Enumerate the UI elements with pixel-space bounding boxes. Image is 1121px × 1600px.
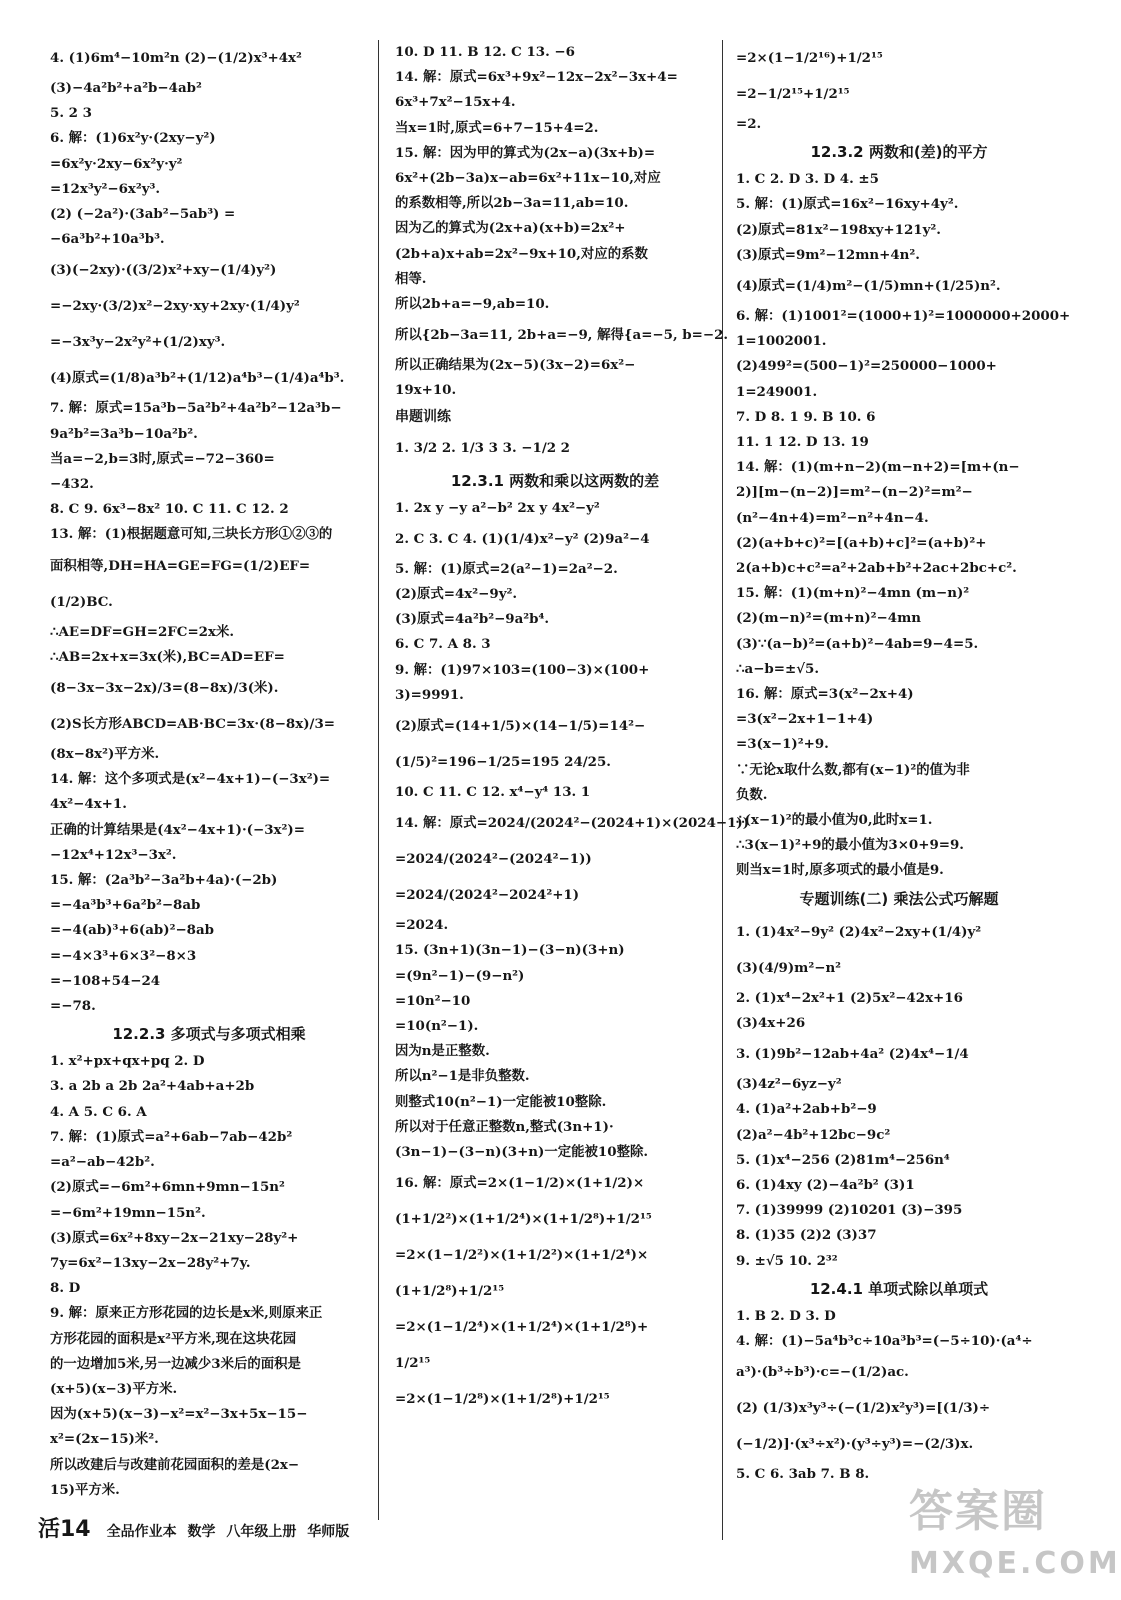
watermark-url: MXQE.COM xyxy=(909,1546,1121,1581)
answer-line: 1. C 2. D 3. D 4. ±5 xyxy=(736,171,879,188)
answer-line: 4x²−4x+1. xyxy=(50,796,127,813)
answer-line: 1. B 2. D 3. D xyxy=(736,1307,836,1324)
answer-line: 1. (1)4x²−9y² (2)4x²−2xy+(1/4)y² xyxy=(736,923,982,940)
answer-line: =12x³y²−6x²y³. xyxy=(50,180,161,197)
answer-line: 16. 解：原式=2×(1−1/2)×(1+1/2)× xyxy=(395,1175,645,1192)
answer-line: (3)4z²−6yz−y² xyxy=(736,1076,842,1093)
answer-line: 5. (1)x⁴−256 (2)81m⁴−256n⁴ xyxy=(736,1151,950,1168)
answer-line: 16. 解：原式=3(x²−2x+4) xyxy=(736,686,914,703)
answer-line: 3. (1)9b²−12ab+4a² (2)4x⁴−1/4 xyxy=(736,1046,969,1063)
answer-line: =−78. xyxy=(50,998,96,1015)
answer-line: 2. C 3. C 4. (1)(1/4)x²−y² (2)9a²−4 xyxy=(395,530,650,547)
answer-line: ∴AB=2x+x=3x(米),BC=AD=EF= xyxy=(50,648,285,665)
answer-line: =−6m²+19mn−15n². xyxy=(50,1204,206,1221)
answer-line: 正确的计算结果是(4x²−4x+1)·(−3x²)= xyxy=(50,821,305,838)
answer-line: 15)平方米. xyxy=(50,1481,120,1498)
answer-line: 当a=−2,b=3时,原式=−72−360= xyxy=(50,450,275,467)
answer-line: (4)原式=(1/4)m²−(1/5)mn+(1/25)n². xyxy=(736,278,1001,295)
answer-line: 相等. xyxy=(395,270,427,287)
answer-line: 15. 解：因为甲的算式为(2x−a)(3x+b)= xyxy=(395,144,656,161)
answer-line: 则整式10(n²−1)一定能被10整除. xyxy=(395,1093,607,1110)
answer-line: =−4(ab)³+6(ab)²−8ab xyxy=(50,922,215,939)
answer-line: 15. 解：(2a³b²−3a²b+4a)·(−2b) xyxy=(50,872,278,889)
answer-line: 所以2b+a=−9,ab=10. xyxy=(395,296,550,313)
answer-line: 的系数相等,所以2b−3a=11,ab=10. xyxy=(395,195,629,212)
answer-line: 2. (1)x⁴−2x²+1 (2)5x²−42x+16 xyxy=(736,989,963,1006)
answer-line: 所以正确结果为(2x−5)(3x−2)=6x²− xyxy=(395,357,636,374)
answer-line: 4. 解：(1)−5a⁴b³c÷10a³b³=(−5÷10)·(a⁴÷ xyxy=(736,1332,1033,1349)
answer-line: =3(x²−2x+1−1+4) xyxy=(736,711,874,728)
answer-line: 6x²+(2b−3a)x−ab=6x²+11x−10,对应 xyxy=(395,170,661,187)
answer-line: 15. (3n+1)(3n−1)−(3−n)(3+n) xyxy=(395,942,625,959)
answer-line: 10. D 11. B 12. C 13. −6 xyxy=(395,44,575,60)
answer-line: 所以对于任意正整数n,整式(3n+1)· xyxy=(395,1118,614,1135)
answer-line: (1+1/2²)×(1+1/2⁴)×(1+1/2⁸)+1/2¹⁵ xyxy=(395,1211,652,1228)
answer-line: (3)∵(a−b)²=(a+b)²−4ab=9−4=5. xyxy=(736,635,979,652)
answer-line: =−4a³b³+6a²b²−8ab xyxy=(50,897,201,914)
answer-line: (−1/2)]·(x³÷x²)·(y³÷y³)=−(2/3)x. xyxy=(736,1436,974,1453)
answer-line: =−2xy·(3/2)x²−2xy·xy+2xy·(1/4)y² xyxy=(50,298,300,315)
answer-line: 2)][m−(n−2)]=m²−(n−2)²=m²− xyxy=(736,484,973,501)
answer-line: 当x=1时,原式=6+7−15+4=2. xyxy=(395,119,599,136)
answer-line: =2×(1−1/2⁸)×(1+1/2⁸)+1/2¹⁵ xyxy=(395,1391,610,1408)
answer-line: 9. ±√5 10. 2³² xyxy=(736,1252,838,1269)
answer-line: 则当x=1时,原多项式的最小值是9. xyxy=(736,862,944,879)
answer-line: 10. C 11. C 12. x⁴−y⁴ 13. 1 xyxy=(395,784,591,801)
answer-line: −432. xyxy=(50,476,94,493)
answer-line: =−3x³y−2x²y²+(1/2)xy³. xyxy=(50,334,226,351)
answer-line: 负数. xyxy=(736,786,768,803)
answer-line: 1. 2x y −y a²−b² 2x y 4x²−y² xyxy=(395,499,600,516)
answer-line: a³)·(b³÷b³)·c=−(1/2)ac. xyxy=(736,1364,909,1381)
section-heading: 专题训练(二) 乘法公式巧解题 xyxy=(799,889,999,908)
answer-line: =2×(1−1/2¹⁶)+1/2¹⁵ xyxy=(736,50,883,66)
answer-line: 14. 解：原式=6x³+9x²−12x−2x²−3x+4= xyxy=(395,69,678,86)
answer-line: =a²−ab−42b². xyxy=(50,1154,155,1171)
answer-line: 5. 解：(1)原式=16x²−16xy+4y². xyxy=(736,196,959,213)
answer-line: −6a³b²+10a³b³. xyxy=(50,231,165,248)
answer-line: (1/2)BC. xyxy=(50,593,113,610)
watermark-logo xyxy=(895,1482,1121,1594)
answer-line: 方形花园的面积是x²平方米,现在这块花园 xyxy=(50,1330,297,1347)
answer-line: 6x³+7x²−15x+4. xyxy=(395,94,516,111)
answer-line: 3)=9991. xyxy=(395,686,464,703)
answer-line: (2)原式=4x²−9y². xyxy=(395,586,517,603)
answer-line: 4. (1)a²+2ab+b²−9 xyxy=(736,1101,877,1118)
answer-line: 8. C 9. 6x³−8x² 10. C 11. C 12. 2 xyxy=(50,501,289,518)
answer-line: (8x−8x²)平方米. xyxy=(50,746,160,763)
answer-line: =3(x−1)²+9. xyxy=(736,736,829,753)
answer-line: 6. (1)4xy (2)−4a²b² (3)1 xyxy=(736,1176,915,1193)
answer-line: (n²−4n+4)=m²−n²+4n−4. xyxy=(736,509,929,526)
answer-line: =(9n²−1)−(9−n²) xyxy=(395,967,525,984)
answer-line: 因为(x+5)(x−3)−x²=x²−3x+5x−15− xyxy=(50,1406,308,1423)
answer-line: 1=1002001. xyxy=(736,333,827,350)
answer-line: (2)(m−n)²=(m+n)²−4mn xyxy=(736,610,921,627)
answer-line: (2) (1/3)x³y³÷(−(1/2)x²y³)=[(1/3)÷ xyxy=(736,1400,991,1417)
answer-line: (2)原式=(14+1/5)×(14−1/5)=14²− xyxy=(395,718,646,735)
answer-line: 9a²b²=3a³b−10a²b². xyxy=(50,425,198,442)
watermark-text: 答案圈 xyxy=(909,1486,1047,1537)
answer-line: (3)−4a²b²+a²b−4ab² xyxy=(50,80,202,96)
answer-line: =2024/(2024²−(2024²−1)) xyxy=(395,851,592,868)
answer-line: ∴3(x−1)²+9的最小值为3×0+9=9. xyxy=(736,837,964,854)
answer-line: (2) (−2a²)·(3ab²−5ab³) = xyxy=(50,206,236,223)
answer-column-right xyxy=(736,40,1071,1487)
answer-line: 15. 解：(1)(m+n)²−4mn (m−n)² xyxy=(736,585,970,602)
answer-line: (x+5)(x−3)平方米. xyxy=(50,1380,178,1397)
answer-line: 5. 解：(1)原式=2(a²−1)=2a²−2. xyxy=(395,560,618,577)
answer-line: 4. (1)6m⁴−10m²n (2)−(1/2)x³+4x² xyxy=(50,50,302,66)
answer-line: 2(a+b)c+c²=a²+2ab+b²+2ac+2bc+c². xyxy=(736,560,1017,577)
answer-line: (1/5)²=196−1/25=195 24/25. xyxy=(395,754,611,771)
answer-line: 1/2¹⁵ xyxy=(395,1355,431,1372)
column-divider xyxy=(378,40,379,1520)
answer-line: (2)(a+b+c)²=[(a+b)+c]²=(a+b)²+ xyxy=(736,534,987,551)
answer-line: =6x²y·2xy−6x²y·y² xyxy=(50,155,183,172)
answer-line: (8−3x−3x−2x)/3=(8−8x)/3(米). xyxy=(50,680,279,697)
section-heading: 12.3.1 两数和乘以这两数的差 xyxy=(450,471,660,490)
answer-line: 14. 解：(1)(m+n−2)(m−n+2)=[m+(n− xyxy=(736,459,1020,476)
answer-line: =2024/(2024²−2024²+1) xyxy=(395,887,580,904)
answer-line: =10(n²−1). xyxy=(395,1018,479,1035)
answer-line: =2×(1−1/2²)×(1+1/2²)×(1+1/2⁴)× xyxy=(395,1247,649,1264)
answer-line: 7. D 8. 1 9. B 10. 6 xyxy=(736,408,876,425)
answer-line: 5. 2 3 xyxy=(50,105,92,122)
answer-line: =2×(1−1/2⁴)×(1+1/2⁴)×(1+1/2⁸)+ xyxy=(395,1319,649,1336)
answer-line: 9. 解：(1)97×103=(100−3)×(100+ xyxy=(395,661,650,678)
answer-line: (2)原式=81x²−198xy+121y². xyxy=(736,221,941,238)
answer-line: (2)S长方形ABCD=AB·BC=3x·(8−8x)/3= xyxy=(50,716,335,733)
answer-line: 19x+10. xyxy=(395,382,457,399)
subsection-heading: 串题训练 xyxy=(395,408,451,425)
answer-line: =−4×3³+6×3²−8×3 xyxy=(50,947,197,964)
answer-line: 6. 解：(1)1001²=(1000+1)²=1000000+2000+ xyxy=(736,308,1071,325)
answer-line: (2)a²−4b²+12bc−9c² xyxy=(736,1126,891,1143)
answer-line: 所以改建后与改建前花园面积的差是(2x− xyxy=(50,1456,300,1473)
answer-line: 11. 1 12. D 13. 19 xyxy=(736,434,869,451)
answer-line: 8. (1)35 (2)2 (3)37 xyxy=(736,1227,877,1244)
page-number: 活14 xyxy=(38,1517,91,1542)
answer-line: 7. 解：(1)原式=a²+6ab−7ab−42b² xyxy=(50,1128,293,1145)
answer-line: =2024. xyxy=(395,917,449,934)
answer-line: =10n²−10 xyxy=(395,992,471,1009)
answer-line: ∴a−b=±√5. xyxy=(736,660,819,677)
section-heading: 12.3.2 两数和(差)的平方 xyxy=(810,143,988,162)
column-divider xyxy=(722,40,723,1540)
answer-line: 4. A 5. C 6. A xyxy=(50,1103,147,1120)
answer-line: =−108+54−24 xyxy=(50,972,161,989)
answer-line: 13. 解：(1)根据题意可知,三块长方形①②③的 xyxy=(50,526,333,543)
answer-line: 7. (1)39999 (2)10201 (3)−395 xyxy=(736,1202,963,1219)
answer-line: 1=249001. xyxy=(736,383,818,400)
answer-line: (3)(4/9)m²−n² xyxy=(736,959,842,976)
answer-line: (4)原式=(1/8)a³b²+(1/12)a⁴b³−(1/4)a⁴b³. xyxy=(50,370,345,387)
answer-line: 6. C 7. A 8. 3 xyxy=(395,636,491,653)
answer-line: ∴AE=DF=GH=2FC=2x米. xyxy=(50,623,235,640)
answer-line: x²=(2x−15)米². xyxy=(50,1431,159,1448)
answer-line: 面积相等,DH=HA=GE=FG=(1/2)EF= xyxy=(50,557,311,574)
book-title: 全品作业本 数学 八年级上册 华师版 xyxy=(106,1524,350,1540)
answer-line: (3)(−2xy)·((3/2)x²+xy−(1/4)y²) xyxy=(50,262,277,279)
answer-line: 因为n是正整数. xyxy=(395,1043,490,1060)
answer-line: =2−1/2¹⁵+1/2¹⁵ xyxy=(736,86,850,102)
answer-line: (3n−1)−(3−n)(3+n)一定能被10整除. xyxy=(395,1144,649,1161)
answer-line: (3)原式=9m²−12mn+4n². xyxy=(736,246,920,263)
answer-line: ∴(x−1)²的最小值为0,此时x=1. xyxy=(736,812,933,829)
answer-column-left xyxy=(50,40,368,1503)
answer-line: 14. 解：这个多项式是(x²−4x+1)−(−3x²)= xyxy=(50,771,331,788)
answer-line: =2. xyxy=(736,116,762,132)
answer-line: 8. D xyxy=(50,1280,81,1297)
answer-line: 的一边增加5米,另一边减少3米后的面积是 xyxy=(50,1355,301,1372)
answer-line: (2)原式=−6m²+6mn+9mn−15n² xyxy=(50,1179,285,1196)
answer-line: 因为乙的算式为(2x+a)(x+b)=2x²+ xyxy=(395,220,626,237)
answer-line: 6. 解：(1)6x²y·(2xy−y²) xyxy=(50,130,216,147)
answer-line: (3)原式=4a²b²−9a²b⁴. xyxy=(395,611,550,628)
answer-line: (2b+a)x+ab=2x²−9x+10,对应的系数 xyxy=(395,245,648,262)
answer-line: (1+1/2⁸)+1/2¹⁵ xyxy=(395,1283,505,1300)
answer-line: (3)原式=6x²+8xy−2x−21xy−28y²+ xyxy=(50,1229,299,1246)
answer-line: 所以{2b−3a=11, 2b+a=−9, 解得{a=−5, b=−2. xyxy=(395,327,729,344)
section-heading: 12.4.1 单项式除以单项式 xyxy=(809,1279,989,1298)
answer-line: 9. 解：原来正方形花园的边长是x米,则原来正 xyxy=(50,1305,323,1322)
answer-line: 1. x²+px+qx+pq 2. D xyxy=(50,1053,205,1070)
answer-line: 3. a 2b a 2b 2a²+4ab+a+2b xyxy=(50,1078,255,1095)
answer-line: 14. 解：原式=2024/(2024²−(2024+1)×(2024−1)) xyxy=(395,815,750,832)
section-heading: 12.2.3 多项式与多项式相乘 xyxy=(112,1025,306,1044)
answer-column-middle xyxy=(395,40,750,1417)
answer-line: (3)4x+26 xyxy=(736,1014,806,1031)
answer-line: 所以n²−1是非负整数. xyxy=(395,1068,530,1085)
answer-line: 7y=6x²−13xy−2x−28y²+7y. xyxy=(50,1254,251,1271)
answer-line: 5. C 6. 3ab 7. B 8. xyxy=(736,1466,870,1483)
answer-line: 1. 3/2 2. 1/3 3 3. −1/2 2 xyxy=(395,439,571,456)
answer-line: ∵无论x取什么数,都有(x−1)²的值为非 xyxy=(736,761,970,778)
page-footer xyxy=(38,1512,638,1544)
answer-line: (2)499²=(500−1)²=250000−1000+ xyxy=(736,358,997,375)
answer-line: 7. 解：原式=15a³b−5a²b²+4a²b²−12a³b− xyxy=(50,400,342,417)
answer-line: −12x⁴+12x³−3x². xyxy=(50,846,177,863)
